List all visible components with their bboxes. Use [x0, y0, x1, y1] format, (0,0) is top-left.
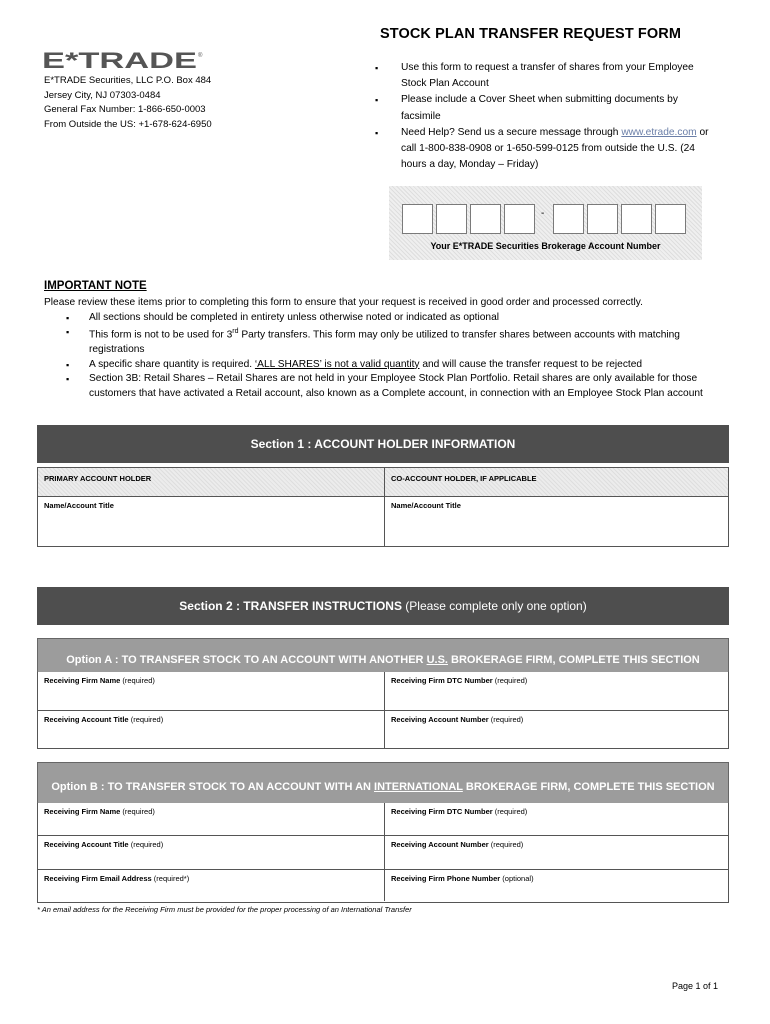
option-b-title-end: BROKERAGE FIRM, COMPLETE THIS SECTION — [462, 781, 715, 793]
option-b-header — [37, 762, 729, 804]
field-label: Receiving Account Number — [391, 715, 489, 724]
account-number-box — [389, 186, 702, 260]
option-a-emphasis: U.S. — [426, 654, 448, 666]
address-line: Jersey City, NJ 07303-0484 — [44, 89, 161, 101]
option-a-account-number-field[interactable] — [385, 711, 728, 748]
intro-bullet: ▪ Use this form to request a transfer of shares from your Employee Stock Plan Account — [372, 60, 712, 92]
account-digit-input[interactable] — [621, 204, 652, 234]
important-note-title: IMPORTANT NOTE — [44, 280, 147, 292]
note-emphasis: ‘ALL SHARES’ is not a valid quantity — [254, 358, 420, 370]
address-line: E*TRADE Securities, LLC P.O. Box 484 — [44, 75, 212, 86]
account-digit-input[interactable] — [587, 204, 618, 234]
option-a-row — [38, 711, 728, 748]
note-text: This form is not to be used for 3 — [89, 329, 233, 341]
field-label: Name/Account Title — [391, 501, 461, 510]
option-b-email-field[interactable] — [38, 870, 385, 901]
field-label: Receiving Firm DTC Number — [391, 807, 493, 816]
option-b-row — [38, 803, 728, 836]
option-b-row — [38, 836, 728, 870]
svg-text:®: ® — [198, 53, 203, 59]
page-number: Page 1 of 1 — [672, 981, 719, 991]
note-bullet — [44, 325, 734, 358]
intro-instructions — [372, 60, 712, 173]
account-digit-input[interactable] — [402, 204, 433, 234]
option-b-phone-field[interactable] — [385, 870, 728, 901]
option-a-account-title-field[interactable] — [38, 711, 385, 748]
field-label: Receiving Firm DTC Number — [391, 676, 493, 685]
important-note-intro: Please review these items prior to completing this form to ensure that your request is received in good order and processed correctly. — [44, 297, 643, 308]
note-bullet — [44, 358, 734, 373]
field-requirement: (required) — [490, 715, 524, 724]
option-b-account-number-field[interactable] — [385, 836, 728, 869]
field-label: Receiving Firm Email Address — [44, 874, 152, 883]
account-digit-input[interactable] — [553, 204, 584, 234]
section2-note: (Please complete only one option) — [401, 599, 587, 613]
section1-table — [37, 467, 729, 547]
field-requirement: (required) — [490, 840, 524, 849]
field-label: Receiving Firm Phone Number — [391, 874, 501, 883]
section1-header-row — [38, 468, 728, 497]
section2-title: Section 2 : TRANSFER INSTRUCTIONS — [179, 599, 402, 613]
account-digit-input[interactable] — [436, 204, 467, 234]
field-label: Receiving Account Number — [391, 840, 489, 849]
etrade-logo — [42, 48, 204, 72]
section1-header — [37, 425, 729, 463]
note-bullet: ▪ Section 3B: Retail Shares – Retail Shares are not held in your Employee Stock Plan Portfolio. Retail shares are only available for those customers that have activated a Retail account, also known as a Complete account, in connection with an Employee Stock Plan account — [44, 372, 734, 401]
option-b-account-title-field[interactable] — [38, 836, 385, 869]
field-label: Receiving Account Title — [44, 715, 129, 724]
important-note-body — [44, 296, 734, 402]
note-superscript: rd — [232, 328, 239, 336]
form-title: STOCK PLAN TRANSFER REQUEST FORM — [380, 26, 681, 42]
option-a-firm-name-field[interactable] — [38, 672, 385, 710]
option-a-dtc-field[interactable] — [385, 672, 728, 710]
address-line: From Outside the US: +1-678-624-6950 — [44, 118, 212, 130]
account-number-label: Your E*TRADE Securities Brokerage Account Number — [430, 241, 661, 251]
option-a-table — [37, 672, 729, 749]
field-requirement: (required) — [130, 715, 164, 724]
option-a-title-end: BROKERAGE FIRM, COMPLETE THIS SECTION — [447, 654, 700, 666]
field-requirement: (optional) — [502, 874, 534, 883]
account-number-separator: - — [541, 208, 545, 219]
intro-bullet-help — [372, 125, 712, 174]
field-requirement: (required) — [494, 676, 528, 685]
svg-text:E*TRADE: E*TRADE — [42, 48, 197, 72]
etrade-link[interactable]: www.etrade.com — [621, 126, 697, 138]
field-label: Name/Account Title — [44, 501, 114, 510]
field-requirement: (required) — [130, 840, 164, 849]
section2-header — [37, 587, 729, 625]
note-text: A specific share quantity is required. — [89, 358, 255, 370]
field-label: Receiving Firm Name — [44, 676, 121, 685]
note-bullet: ▪ All sections should be completed in entirety unless otherwise noted or indicated as optional — [44, 311, 734, 326]
option-b-firm-name-field[interactable] — [38, 803, 385, 835]
option-a-row — [38, 672, 728, 711]
co-holder-label: CO-ACCOUNT HOLDER, IF APPLICABLE — [391, 474, 537, 483]
option-b-emphasis: INTERNATIONAL — [374, 781, 463, 793]
co-name-field[interactable] — [385, 497, 728, 546]
help-phone-text: or call 1-800-838-0908 or 1-650-599-0125 from outside the U.S. (24 hours a day, Monday – Friday) — [401, 126, 709, 171]
footnote: * An email address for the Receiving Firm must be provided for the proper processing of an International Transfer — [37, 905, 412, 914]
company-address — [44, 74, 212, 132]
field-label: Receiving Account Title — [44, 840, 129, 849]
primary-name-field[interactable] — [38, 497, 385, 546]
primary-holder-label: PRIMARY ACCOUNT HOLDER — [38, 468, 385, 496]
field-requirement: (required*) — [153, 874, 190, 883]
option-a-title: Option A : TO TRANSFER STOCK TO AN ACCOUNT WITH ANOTHER — [66, 654, 427, 666]
field-requirement: (required) — [122, 676, 155, 685]
section1-name-row — [38, 497, 728, 546]
account-digit-input[interactable] — [504, 204, 535, 234]
option-a-header — [37, 638, 729, 673]
account-digit-input[interactable] — [655, 204, 686, 234]
option-b-table — [37, 803, 729, 903]
account-digit-input[interactable] — [470, 204, 501, 234]
field-requirement: (required) — [494, 807, 528, 816]
note-text: Party transfers. This form may only be utilized to transfer shares between accounts with matching registrations — [89, 329, 680, 356]
option-b-title: Option B : TO TRANSFER STOCK TO AN ACCOUNT WITH AN — [51, 781, 375, 793]
field-requirement: (required) — [122, 807, 155, 816]
field-label: Receiving Firm Name — [44, 807, 121, 816]
address-line: General Fax Number: 1-866-650-0003 — [44, 104, 206, 115]
option-b-row — [38, 870, 728, 901]
option-b-dtc-field[interactable] — [385, 803, 728, 835]
intro-bullet: ▪ Please include a Cover Sheet when submitting documents by facsimile — [372, 92, 712, 124]
section1-title: Section 1 : ACCOUNT HOLDER INFORMATION — [250, 437, 516, 451]
note-text: and will cause the transfer request to be rejected — [419, 358, 643, 370]
help-text: Need Help? Send us a secure message through — [401, 126, 622, 138]
